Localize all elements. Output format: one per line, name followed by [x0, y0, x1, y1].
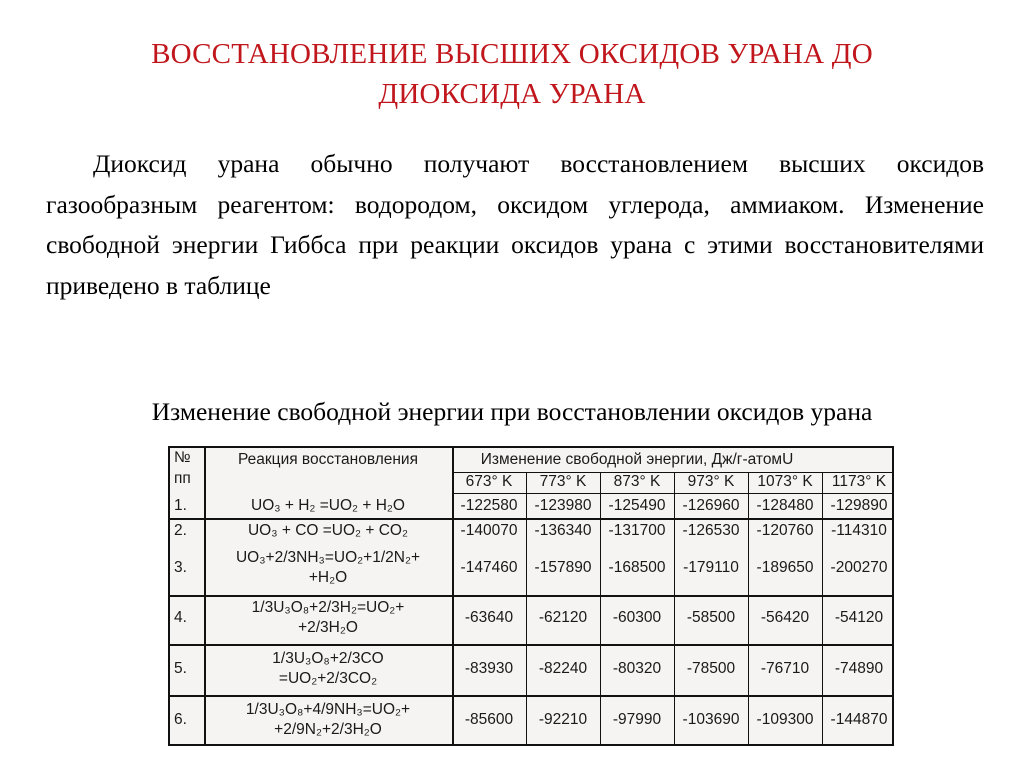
energy-value: -63640: [464, 609, 514, 626]
energy-value: -58500: [686, 609, 736, 626]
table-row-rule: [170, 644, 892, 646]
reaction-line: UO₃ + CO =UO₂ + CO₂: [247, 522, 409, 539]
energy-value: -189650: [756, 559, 814, 576]
energy-value: -85600: [464, 711, 514, 728]
table-column-rule: [526, 472, 527, 744]
energy-value: -125490: [608, 497, 666, 514]
header-number-line-2: пп: [174, 470, 191, 487]
energy-value: -140070: [460, 522, 518, 539]
row-number: 5.: [174, 660, 187, 677]
energy-value: -122580: [460, 497, 518, 514]
energy-value: -144870: [830, 711, 888, 728]
reaction-line: 1/3U₃O₈+2/3CO: [272, 650, 384, 667]
table-column-rule: [600, 472, 601, 744]
table-column-rule: [674, 472, 675, 744]
energy-value: -126960: [682, 497, 740, 514]
header-temperature: 1073° K: [757, 473, 813, 490]
table-row-rule: [452, 493, 892, 494]
energy-value: -54120: [834, 609, 884, 626]
table-row-rule: [452, 472, 892, 473]
header-reaction: Реакция восстановления: [238, 451, 418, 468]
energy-value: -179110: [683, 559, 739, 576]
header-temperature: 973° K: [687, 473, 735, 490]
header-energy: Изменение свободной энергии, Дж/г-атомU: [480, 451, 794, 468]
energy-value: -78500: [686, 660, 736, 677]
energy-value: -147460: [460, 559, 518, 576]
energy-value: -120760: [756, 522, 814, 539]
table-row-rule: [170, 518, 892, 520]
slide-title: [60, 34, 964, 114]
header-number-line-1: №: [174, 449, 191, 466]
energy-value: -131700: [608, 522, 666, 539]
energy-value: -123980: [534, 497, 592, 514]
energy-value: -80320: [612, 660, 662, 677]
energy-value: -97990: [612, 711, 662, 728]
body-paragraph: Диоксид урана обычно получают восстановлением высших оксидов газообразным реагентом: водородом, оксидом углерода, аммиаком. Изменение свободной энергии Гиббса при реакции оксидов урана с этими восстановителями приведено в таблице: [46, 149, 984, 300]
table-caption: Изменение свободной энергии при восстановлении оксидов урана: [151, 397, 873, 426]
reaction-line: =UO₂+2/3CO₂: [278, 670, 378, 687]
row-number: 2.: [174, 522, 187, 539]
reaction-line: UO₃+2/3NH₃=UO₂+1/2N₂+: [235, 549, 421, 566]
reaction-line: +H₂O: [308, 569, 348, 586]
energy-value: -82240: [538, 660, 588, 677]
energy-value: -136340: [534, 522, 592, 539]
slide-title-line-2: ДИОКСИДА УРАНА: [378, 78, 646, 110]
energy-value: -74890: [834, 660, 884, 677]
reaction-line: 1/3U₃O₈+4/9NH₃=UO₂+: [245, 701, 411, 718]
energy-value: -56420: [760, 609, 810, 626]
energy-value: -109300: [756, 711, 814, 728]
row-number: 1.: [174, 497, 187, 514]
header-temperature: 1173° K: [831, 473, 887, 490]
table-row-rule: [170, 695, 892, 697]
energy-value: -168500: [608, 559, 666, 576]
header-temperature: 673° K: [465, 473, 513, 490]
energy-value: -126530: [682, 522, 740, 539]
energy-value: -76710: [760, 660, 810, 677]
row-number: 3.: [174, 559, 187, 576]
row-number: 4.: [174, 609, 187, 626]
energy-value: -157890: [534, 559, 592, 576]
reaction-line: +2/3H₂O: [298, 619, 358, 636]
slide-title-line-1: ВОССТАНОВЛЕНИЕ ВЫСШИХ ОКСИДОВ УРАНА ДО: [151, 38, 873, 70]
energy-value: -128480: [756, 497, 814, 514]
energy-value: -60300: [612, 609, 662, 626]
energy-value: -62120: [538, 609, 588, 626]
energy-value: -103690: [682, 711, 740, 728]
energy-value: -200270: [830, 559, 888, 576]
header-temperature: 773° K: [539, 473, 587, 490]
header-temperature: 873° K: [613, 473, 661, 490]
table-column-rule: [822, 472, 823, 744]
row-number: 6.: [174, 711, 187, 728]
reaction-line: +2/9N₂+2/3H₂O: [274, 721, 382, 738]
reaction-line: 1/3U₃O₈+2/3H₂=UO₂+: [251, 599, 405, 616]
energy-value: -129890: [830, 497, 888, 514]
energy-value: -114310: [831, 522, 887, 539]
reaction-line: UO₃ + H₂ =UO₂ + H₂O: [251, 497, 405, 514]
table-row-rule: [170, 595, 892, 597]
energy-value: -92210: [538, 711, 588, 728]
energy-value: -83930: [464, 660, 514, 677]
table-column-rule: [748, 472, 749, 744]
gibbs-energy-table: [168, 446, 894, 746]
